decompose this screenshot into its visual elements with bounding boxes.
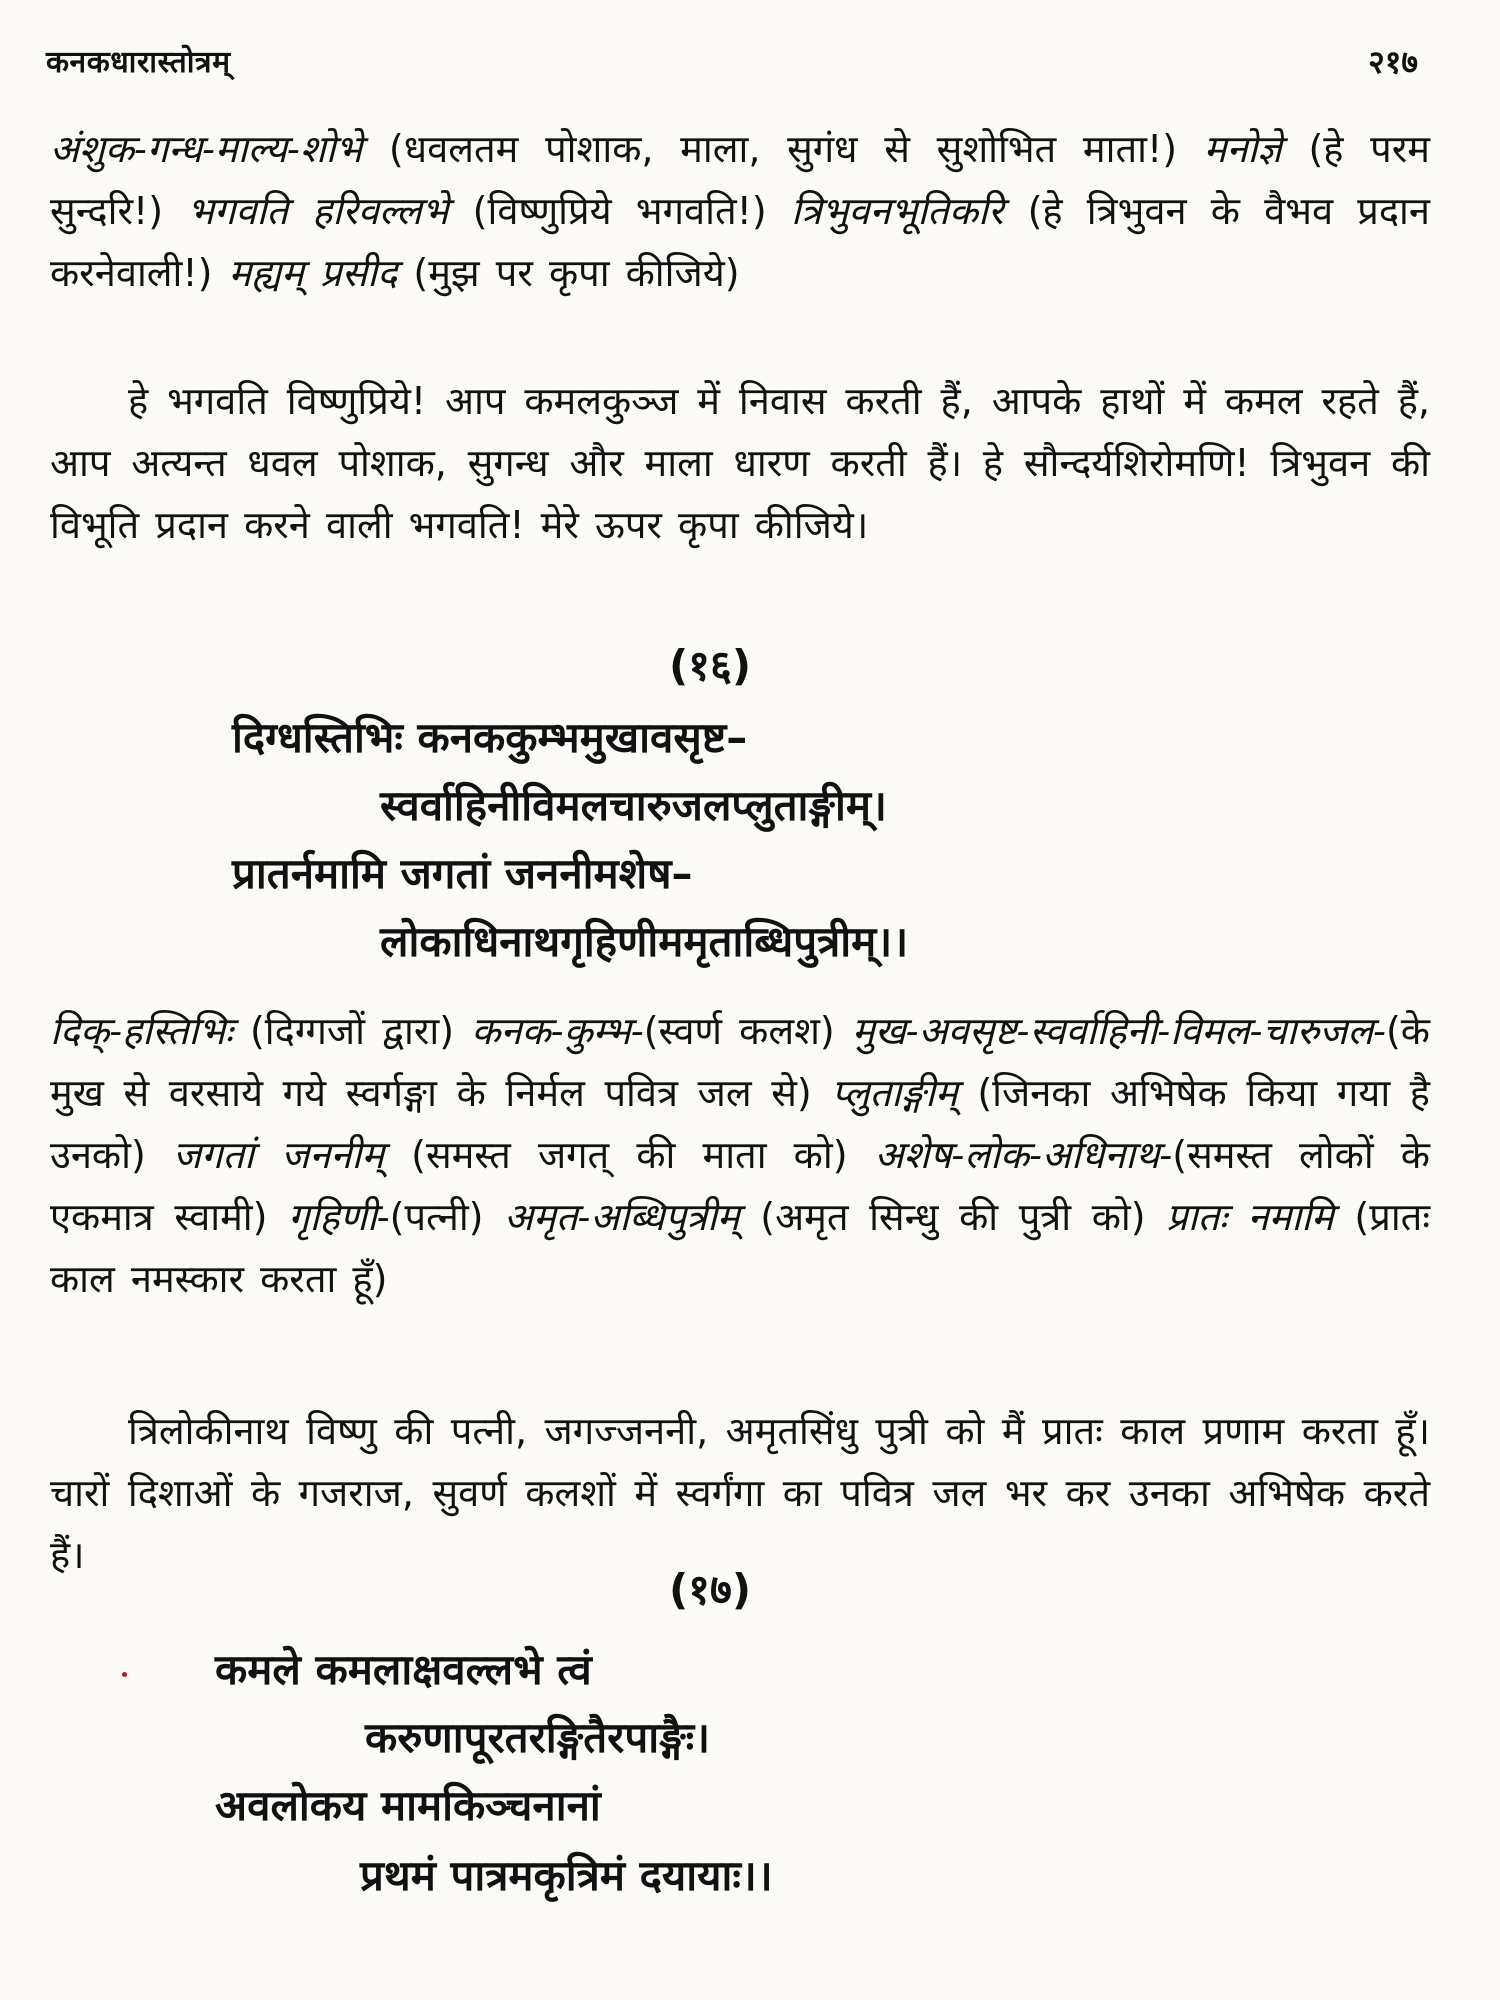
gloss15-term-8: मह्यम् प्रसीद <box>228 251 398 295</box>
gloss16-term-16: प्रातः नमामि <box>1166 1195 1334 1239</box>
gloss16-term-0: दिक्-हस्तिभिः <box>50 1009 233 1053</box>
gloss15-explanation-9: (मुझ पर कृपा कीजिये) <box>397 251 740 295</box>
gloss16-term-10: अशेष-लोक-अधिनाथ- <box>874 1133 1173 1177</box>
verse-17-line-4: प्रथमं पात्रमकृत्रिमं दयायाः।। <box>360 1851 773 1900</box>
ink-speck <box>122 1672 127 1677</box>
verse-17-line-3: अवलोकय मामकिञ्चनानां <box>215 1781 601 1830</box>
meaning-verse-16: त्रिलोकीनाथ विष्णु की पत्नी, जगज्जननी, अमृतसिंधु पुत्री को मैं प्रातः काल प्रणाम करता हूँ। चारों दिशाओं के गजराज, सुवर्ण कलशों में स्वर्गंगा का पवित्र जल भर कर उनका अभिषेक करते हैं। <box>50 1409 1430 1577</box>
running-title: कनकधारास्तोत्रम् <box>46 45 231 80</box>
gloss16-explanation-3: (स्वर्ण कलश) <box>643 1009 852 1053</box>
gloss16-term-2: कनक-कुम्भ- <box>471 1009 644 1053</box>
verse-16-line-4: लोकाधिनाथगृहिणीममृताब्धिपुत्रीम्।। <box>380 917 909 966</box>
gloss15-term-2: मनोज्ञे <box>1203 127 1282 171</box>
gloss15-explanation-3: (हे परम सुन्दरि!) <box>50 127 1430 233</box>
gloss16-explanation-5: (के मुख से वरसाये गये स्वर्गङ्गा के निर्मल पवित्र जल से) <box>50 1009 1430 1115</box>
gloss-verse-15 <box>50 118 1430 304</box>
gloss16-term-6: प्लुताङ्गीम् <box>831 1071 958 1115</box>
gloss16-explanation-1: (दिग्गजों द्वारा) <box>232 1009 472 1053</box>
gloss15-explanation-5: (विष्णुप्रिये भगवति!) <box>448 189 791 233</box>
gloss16-explanation-9: (समस्त जगत् की माता को) <box>384 1133 875 1177</box>
verse-16-line-3: प्रातर्नमामि जगतां जननीमशेष– <box>232 849 693 898</box>
gloss16-explanation-7: (जिनका अभिषेक किया गया है उनको) <box>50 1071 1430 1177</box>
gloss15-explanation-7: (हे त्रिभुवन के वैभव प्रदान करनेवाली!) <box>50 189 1430 295</box>
gloss16-term-4: मुख-अवसृष्ट-स्वर्वाहिनी-विमल-चारुजल- <box>851 1009 1386 1053</box>
gloss15-term-0: अंशुक-गन्ध-माल्य-शोभे <box>50 127 363 171</box>
gloss15-term-4: भगवति हरिवल्लभे <box>187 189 449 233</box>
meaning-verse-15: हे भगवति विष्णुप्रिये! आप कमलकुञ्ज में निवास करती हैं, आपके हाथों में कमल रहते हैं, आप अत्यन्त धवल पोशाक, सुगन्ध और माला धारण करती हैं। हे सौन्दर्यशिरोमणि! त्रिभुवन की विभूति प्रदान करने वाली भगवति! मेरे ऊपर कृपा कीजिये। <box>50 379 1430 547</box>
gloss15-term-6: त्रिभुवनभूतिकरि <box>790 189 1004 233</box>
gloss16-term-14: अमृत-अब्धिपुत्रीम् <box>504 1195 740 1239</box>
gloss16-term-8: जगतां जननीम् <box>172 1133 385 1177</box>
gloss16-explanation-17: (प्रातः काल नमस्कार करता हूँ) <box>50 1195 1430 1301</box>
page-number: २१७ <box>1368 43 1418 81</box>
verse-16-line-2: स्वर्वाहिनीविमलचारुजलप्लुताङ्गीम्। <box>380 781 887 830</box>
verse-17-line-2: करुणापूरतरङ्गितैरपाङ्गैः। <box>365 1713 711 1762</box>
verse-16-line-1: दिग्धस्तिभिः कनककुम्भमुखावसृष्ट– <box>232 713 748 762</box>
gloss-verse-16 <box>50 1000 1430 1310</box>
gloss16-explanation-11: (समस्त लोकों के एकमात्र स्वामी) <box>50 1133 1430 1239</box>
verse-number-16: (१६) <box>668 641 752 690</box>
gloss15-explanation-1: (धवलतम पोशाक, माला, सुगंध से सुशोभित माता!) <box>362 127 1204 171</box>
gloss16-explanation-13: (पत्नी) <box>389 1195 505 1239</box>
gloss16-explanation-15: (अमृत सिन्धु की पुत्री को) <box>739 1195 1167 1239</box>
verse-17-line-1: कमले कमलाक्षवल्लभे त्वं <box>215 1645 592 1694</box>
verse-number-17: (१७) <box>668 1565 752 1614</box>
gloss16-term-12: गृहिणी- <box>288 1195 390 1239</box>
